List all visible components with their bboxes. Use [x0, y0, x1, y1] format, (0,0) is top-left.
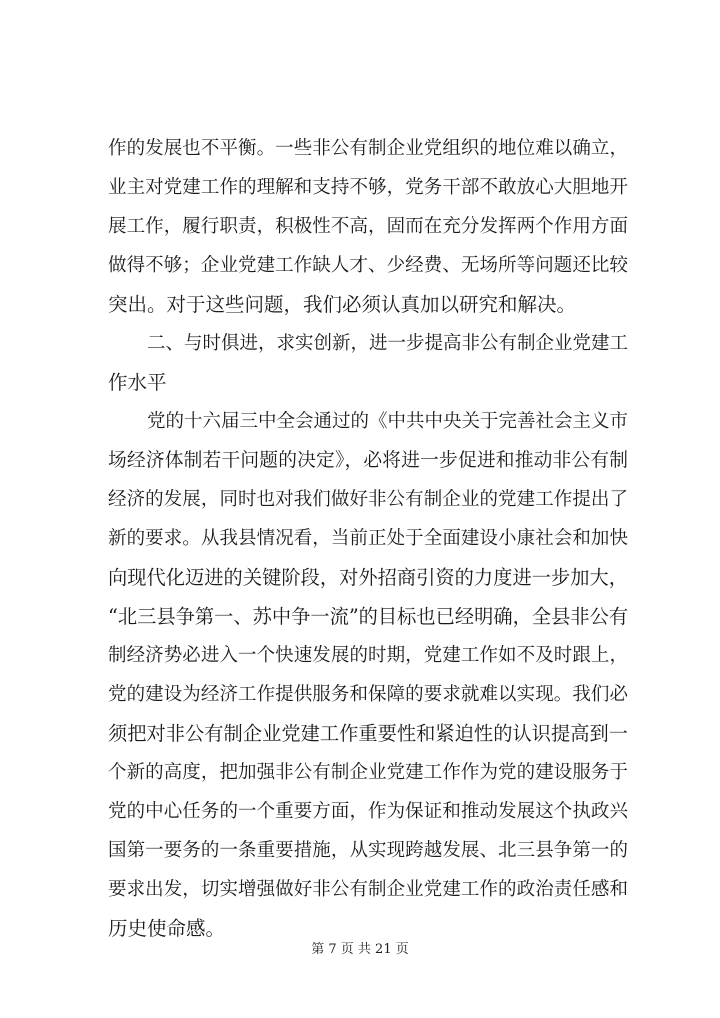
text-line: 业主对党建工作的理解和支持不够，党务干部不敢放心大胆地开 — [108, 177, 628, 198]
text-line: 新的要求。从我县情况看，当前正处于全面建设小康社会和加快 — [108, 528, 628, 549]
text-line: 突出。对于这些问题，我们必须认真加以研究和解决。 — [108, 293, 577, 316]
text-line: 经济的发展，同时也对我们做好非公有制企业的党建工作提出了 — [108, 489, 628, 510]
text-line: 做得不够；企业党建工作缺人才、少经费、无场所等问题还比较 — [108, 255, 628, 276]
section-heading-line: 二、与时俱进，求实创新，进一步提高非公有制企业党建工 — [147, 333, 629, 354]
text-line: 作的发展也不平衡。一些非公有制企业党组织的地位难以确立， — [108, 138, 628, 159]
text-line: 向现代化迈进的关键阶段，对外招商引资的力度进一步加大， — [108, 566, 628, 589]
text-line: 个新的高度，把加强非公有制企业党建工作作为党的建设服务于 — [108, 762, 628, 783]
section-heading-line: 作水平 — [108, 371, 167, 394]
text-line: 党的十六届三中全会通过的《中共中央关于完善社会主义市 — [147, 411, 629, 432]
text-line: 须把对非公有制企业党建工作重要性和紧迫性的认识提高到一 — [108, 722, 628, 745]
text-line: 历史使命感。 — [108, 917, 226, 940]
text-line: 要求出发，切实增强做好非公有制企业党建工作的政治责任感和 — [108, 879, 628, 900]
page-number-footer: 第 7 页 共 21 页 — [311, 942, 409, 957]
text-line: 党的建设为经济工作提供服务和保障的要求就难以实现。我们必 — [108, 684, 628, 705]
text-line: 党的中心任务的一个重要方面，作为保证和推动发展这个执政兴 — [108, 801, 628, 822]
text-line: 展工作，履行职责，积极性不高，固而在充分发挥两个作用方面 — [108, 216, 628, 237]
text-line: “北三县争第一、苏中争一流”的目标也已经明确，全县非公有 — [108, 605, 629, 628]
text-line: 场经济体制若干问题的决定》，必将进一步促进和推动非公有制 — [108, 450, 628, 471]
text-line: 制经济势必进入一个快速发展的时期，党建工作如不及时跟上， — [108, 645, 628, 666]
text-line: 国第一要务的一条重要措施，从实现跨越发展、北三县争第一的 — [108, 840, 628, 861]
